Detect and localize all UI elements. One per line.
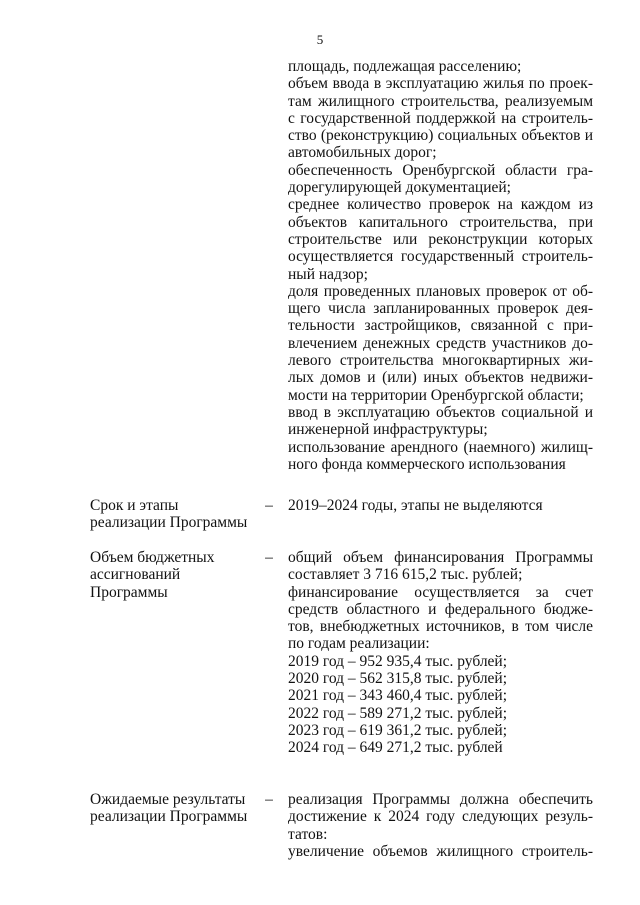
text-line: обеспеченность Оренбургской области гра- — [288, 161, 593, 179]
text-line: 2024 год – 649 271,2 тыс. рублей — [288, 739, 503, 757]
row-label-results — [90, 791, 255, 826]
text-line: тельности застройщиков, связанной с при- — [288, 317, 593, 335]
text-line: составляет 3 716 615,2 тыс. рублей; — [288, 566, 523, 584]
text-line: ного фонда коммерческого использования — [288, 455, 566, 473]
text-line: автомобильных дорог; — [288, 144, 437, 162]
text-line: реализация Программы должна обеспечить — [288, 791, 593, 808]
row-value-results — [288, 791, 593, 860]
text-line: 2021 год – 343 460,4 тыс. рублей; — [288, 687, 508, 705]
text-line: объектов капитального строительства, при — [288, 213, 593, 231]
row-value-budget — [288, 549, 593, 757]
page-number: 5 — [316, 32, 324, 47]
text-line: Объем бюджетных — [90, 549, 215, 566]
text-line: с государственной поддержкой на строитель- — [288, 109, 593, 127]
text-line: реализации Программы — [90, 808, 248, 826]
passport-continuation-text — [288, 58, 593, 473]
text-line: Ожидаемые результаты — [90, 791, 246, 808]
text-line: инженерной инфраструктуры; — [288, 421, 488, 439]
text-line: среднее количество проверок на каждом из — [288, 196, 593, 214]
text-line: 2022 год – 589 271,2 тыс. рублей; — [288, 704, 508, 722]
text-line: щего числа запланированных проверок дея- — [288, 300, 593, 318]
row-dash: – — [265, 549, 273, 566]
text-line: осуществляется государственный строитель- — [288, 248, 593, 266]
text-line: средств областного и федерального бюдже- — [288, 600, 593, 618]
row-label-term — [90, 497, 255, 532]
text-line: 2019 год – 952 935,4 тыс. рублей; — [288, 652, 508, 670]
text-line: там жилищного строительства, реализуемым — [288, 92, 593, 110]
text-line: использование арендного (наемного) жилищ- — [288, 438, 593, 456]
text-line: по годам реализации: — [288, 635, 430, 653]
row-dash: – — [265, 497, 273, 514]
text-line: объем ввода в эксплуатацию жилья по проек- — [288, 75, 593, 93]
text-line: общий объем финансирования Программы — [288, 549, 593, 566]
row-dash: – — [265, 791, 273, 808]
text-line: Программы — [90, 583, 168, 601]
text-line: реализации Программы — [90, 514, 248, 532]
text-line: достижение к 2024 году следующих резуль- — [288, 808, 593, 826]
text-line: дорегулирующей документацией; — [288, 179, 511, 197]
text-line: 2019–2024 годы, этапы не выделяются — [288, 497, 543, 514]
text-line: площадь, подлежащая расселению; — [288, 58, 522, 75]
text-line: ство (реконструкцию) социальных объектов и — [288, 127, 593, 145]
text-line: строительстве или реконструкции которых — [288, 230, 593, 248]
text-line: финансирование осуществляется за счет — [288, 583, 593, 601]
text-line: мости на территории Оренбургской области; — [288, 386, 584, 404]
text-line: Срок и этапы — [90, 497, 179, 514]
text-line: 2020 год – 562 315,8 тыс. рублей; — [288, 670, 508, 688]
text-line: увеличение объемов жилищного строитель- — [288, 842, 593, 860]
text-line: ввод в эксплуатацию объектов социальной и — [288, 403, 593, 421]
text-line: лых домов и (или) иных объектов недвижи- — [288, 369, 593, 387]
row-value-term — [288, 497, 593, 514]
text-line: 2023 год – 619 361,2 тыс. рублей; — [288, 721, 508, 739]
text-line: тов, внебюджетных источников, в том числе — [288, 618, 593, 636]
text-line: татов: — [288, 825, 328, 843]
text-line: доля проведенных плановых проверок от об- — [288, 282, 593, 300]
text-line: ный надзор; — [288, 265, 368, 283]
text-line: ассигнований — [90, 566, 181, 584]
text-line: влечением денежных средств участников до- — [288, 334, 593, 352]
text-line: левого строительства многоквартирных жи- — [288, 352, 593, 370]
row-label-budget — [90, 549, 255, 601]
